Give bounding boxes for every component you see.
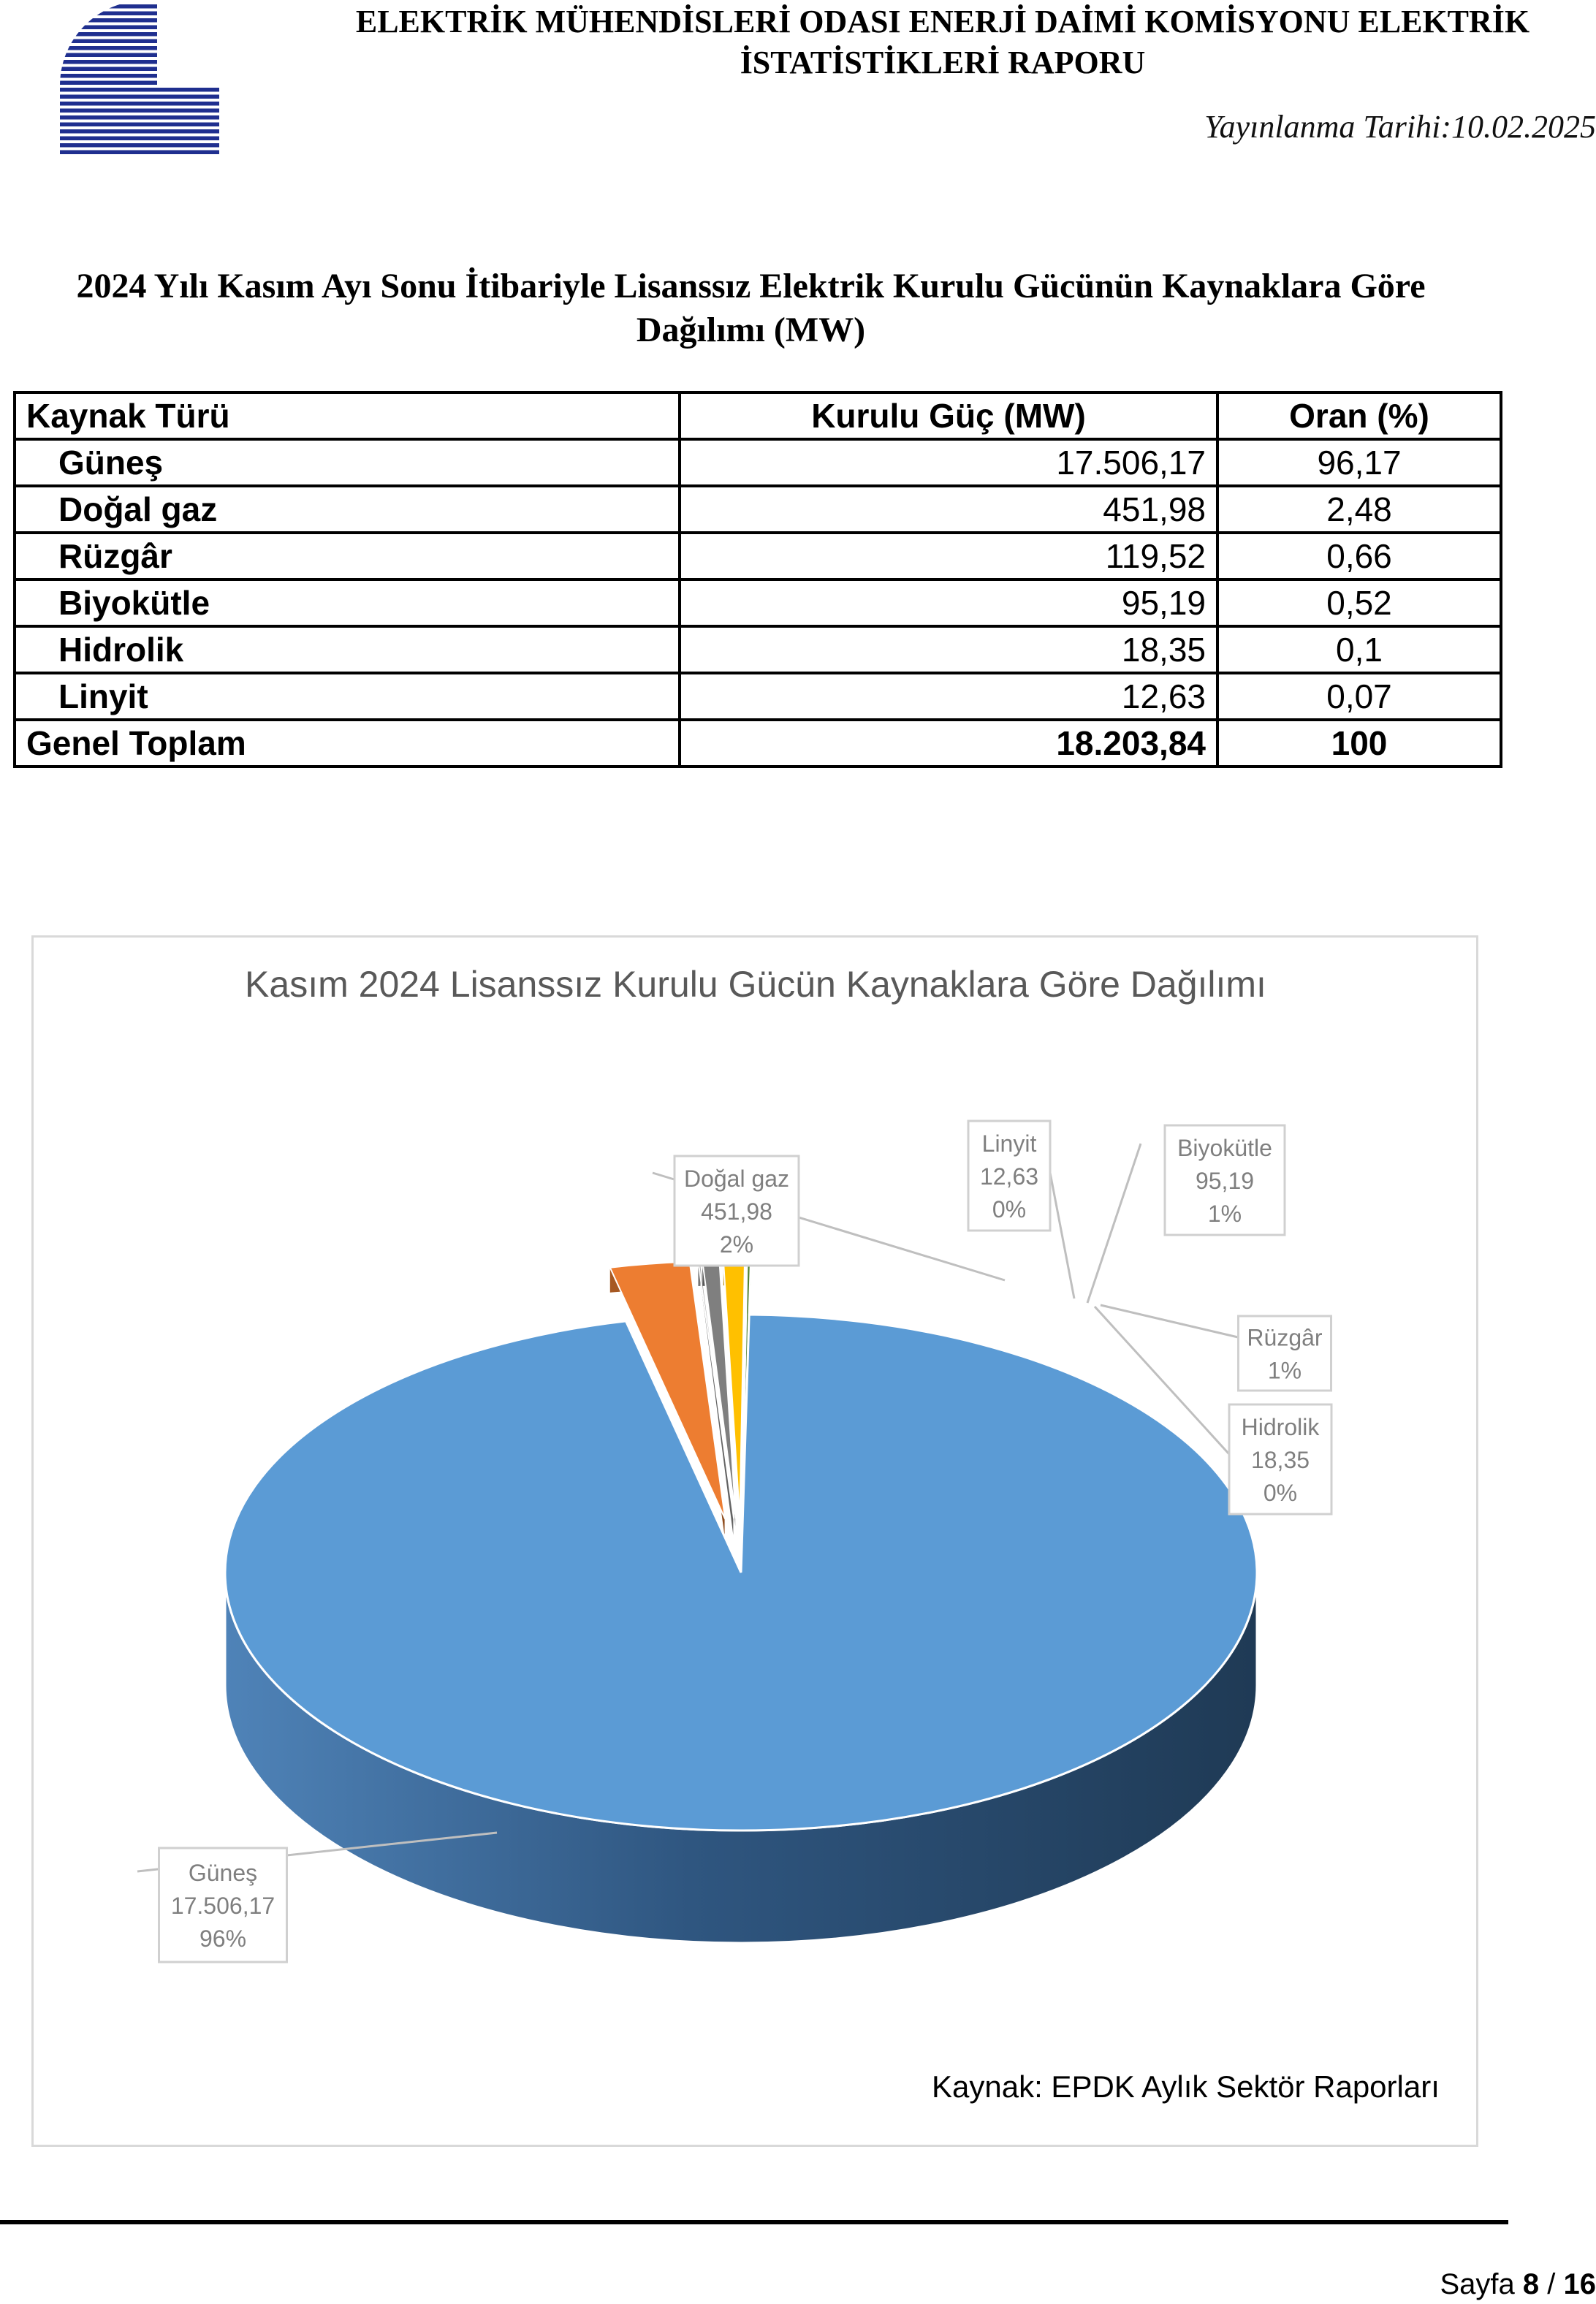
- table-title-line2: Dağılımı (MW): [636, 311, 866, 349]
- row-pct: 96,17: [1217, 439, 1501, 486]
- row-name: Rüzgâr: [15, 533, 680, 579]
- row-mw: 18,35: [680, 626, 1217, 673]
- pub-date-value: 10.02.2025: [1451, 109, 1596, 145]
- data-label-value: 451,98: [701, 1198, 772, 1225]
- data-label-percent: 2%: [719, 1231, 754, 1258]
- data-label-percent: 96%: [199, 1925, 247, 1952]
- row-name: Biyokütle: [15, 579, 680, 626]
- row-mw: 119,52: [680, 533, 1217, 579]
- table-title-line1: 2024 Yılı Kasım Ayı Sonu İtibariyle Lisanssız Elektrik Kurulu Gücünün Kaynaklara Göre: [76, 267, 1426, 305]
- page-number: [1440, 2268, 1596, 2301]
- data-label-percent: 1%: [1207, 1201, 1242, 1227]
- org-title-line1: ELEKTRİK MÜHENDİSLERİ ODASI ENERJİ DAİMİ KOMİSYONU ELEKTRİK: [355, 4, 1530, 39]
- row-mw: 12,63: [680, 673, 1217, 720]
- chart-title: Kasım 2024 Lisanssız Kurulu Gücün Kaynaklara Göre Dağılımı: [245, 964, 1266, 1005]
- data-label-name: Doğal gaz: [683, 1166, 790, 1192]
- pie-data-label: [1165, 1125, 1285, 1235]
- footer-divider: [0, 2220, 1508, 2224]
- pie-data-label: [674, 1156, 799, 1266]
- data-label-name: Linyit: [981, 1130, 1037, 1157]
- row-pct: 0,66: [1217, 533, 1501, 579]
- pub-date-label: Yayınlanma Tarihi:: [1204, 109, 1451, 145]
- data-label-name: Güneş: [188, 1860, 258, 1886]
- row-name: Hidrolik: [15, 626, 680, 673]
- page-total: 16: [1563, 2268, 1596, 2300]
- row-pct: 0,1: [1217, 626, 1501, 673]
- page-current: 8: [1522, 2268, 1540, 2300]
- header-ratio: Oran (%): [1217, 392, 1501, 439]
- data-label-value: 17.506,17: [170, 1893, 276, 1919]
- data-label-percent: 0%: [992, 1196, 1027, 1223]
- total-mw: 18.203,84: [680, 720, 1217, 767]
- header-capacity: Kurulu Güç (MW): [680, 392, 1217, 439]
- leader-line: [1087, 1144, 1141, 1303]
- row-name: Linyit: [15, 673, 680, 720]
- leader-line: [1050, 1173, 1074, 1299]
- data-label-percent: 0%: [1263, 1480, 1298, 1506]
- pie-data-label: [159, 1848, 287, 1962]
- header-source-type: Kaynak Türü: [15, 392, 680, 439]
- row-name: Güneş: [15, 439, 680, 486]
- org-title-line2: İSTATİSTİKLERİ RAPORU: [740, 45, 1146, 80]
- row-pct: 0,52: [1217, 579, 1501, 626]
- data-label-name: Biyokütle: [1177, 1135, 1272, 1161]
- row-name: Doğal gaz: [15, 486, 680, 533]
- pie-data-label: [1229, 1404, 1331, 1514]
- data-label-value: 12,63: [979, 1163, 1039, 1190]
- page-separator: /: [1547, 2268, 1556, 2300]
- row-pct: 0,07: [1217, 673, 1501, 720]
- total-pct: 100: [1217, 720, 1501, 767]
- data-label-name: Hidrolik: [1241, 1414, 1320, 1440]
- leader-line: [1101, 1305, 1238, 1337]
- row-pct: 2,48: [1217, 486, 1501, 533]
- chart-source: Kaynak: EPDK Aylık Sektör Raporları: [932, 2069, 1440, 2104]
- pie-data-label: [1239, 1316, 1331, 1391]
- data-label-value: 95,19: [1195, 1168, 1255, 1194]
- row-mw: 95,19: [680, 579, 1217, 626]
- data-label-value: 18,35: [1250, 1447, 1310, 1473]
- total-name: Genel Toplam: [15, 720, 680, 767]
- data-label-percent: 1%: [1267, 1357, 1302, 1384]
- pie-data-label: [968, 1121, 1050, 1231]
- row-mw: 451,98: [680, 486, 1217, 533]
- page-label: Sayfa: [1440, 2268, 1515, 2300]
- data-label-name: Rüzgâr: [1247, 1324, 1323, 1351]
- row-mw: 17.506,17: [680, 439, 1217, 486]
